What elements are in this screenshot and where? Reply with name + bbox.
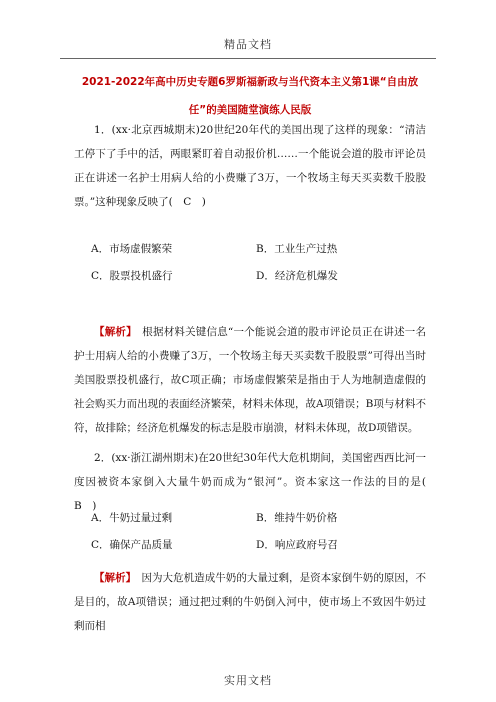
option-c: C．股票投机盛行: [91, 270, 173, 282]
option-c: C．确保产品质量: [91, 539, 173, 551]
option-d: D．经济危机爆发: [256, 270, 338, 282]
analysis-tag: 【解析】: [94, 326, 132, 338]
option-d: D．响应政府号召: [256, 539, 338, 551]
option-b: B．维持牛奶价格: [256, 512, 338, 524]
analysis-tag: 【解析】: [94, 572, 131, 584]
question-2-options: [91, 505, 421, 559]
question-1-options: [91, 236, 421, 290]
option-a: A．牛奶过量过剩: [91, 512, 173, 524]
question-1-analysis: [74, 320, 426, 440]
analysis-text: 根据材料关键信息“一个能说会道的股市评论员正在讲述一名护士用病人给的小费赚了3万，一个牧场主每天买卖数千股股票”可得出当时美国股票投机盛行，故C项正确；市场虚假繁荣是指由于人为地制造虚假的社会购买力而出现的表面经济繁荣，材料未体现，故A项错误；B项与材料不符，故排除；经济危机爆发的标志是股市崩溃，材料未体现，故D项错误。: [74, 326, 426, 434]
document-title: 2021-2022年高中历史专题6罗斯福新政与当代资本主义第1课“自由放任”的美国随堂演练人民版: [81, 76, 419, 116]
header-divider: [60, 58, 436, 59]
analysis-text: 因为大危机造成牛奶的大量过剩，是资本家倒牛奶的原因，不是目的，故A项错误；通过把过剩的牛奶倒入河中，使市场上不致因牛奶过剩而相: [74, 572, 427, 632]
option-b: B．工业生产过热: [256, 243, 338, 255]
question-2-stem: 2．(xx·浙江湖州期末)在20世纪30年代大危机期间，美国密西西比河一度因被资本家倒入大量牛奶而成为“银河”。资本家这一作法的目的是( B ): [74, 452, 437, 512]
question-2-analysis: [74, 566, 426, 638]
question-1-stem: 1．(xx·北京西城期末)20世纪20年代的美国出现了这样的现象：“清洁工停下了手中的活，两眼紧盯着自动报价机……一个能说会道的股市评论员正在讲述一名护士用病人给的小费赚了3万，一个牧场主每天买卖数千股股票。”这种现象反映了( C ): [74, 124, 426, 208]
page-header: 精品文档: [224, 38, 272, 51]
page-footer: 实用文档: [224, 674, 272, 687]
option-a: A．市场虚假繁荣: [91, 243, 173, 255]
